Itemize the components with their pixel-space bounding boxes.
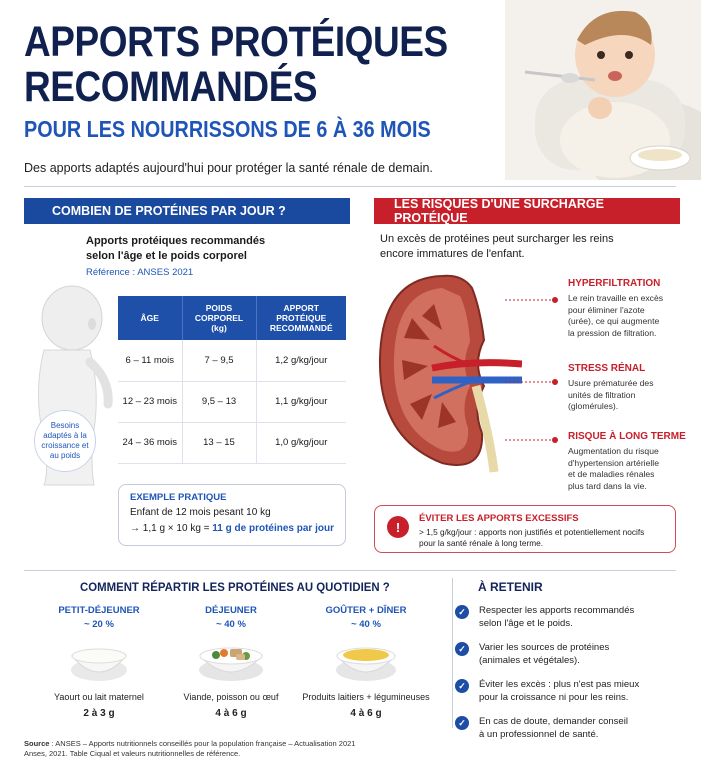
footer-source [24,739,355,759]
reference-label: Référence : ANSES 2021 [86,267,194,278]
example-card [118,484,346,546]
cell-weight: 7 – 9,5 [182,340,256,381]
table-row [118,422,346,463]
risk-text-line: unités de filtration [568,389,636,400]
risk-title: STRESS RÉNAL [568,363,646,374]
meals-title: COMMENT RÉPARTIR LES PROTÉINES AU QUOTIDIEN ? [80,580,390,594]
retain-item [455,642,695,667]
retain-text [479,679,639,704]
risks-intro-line-1: Un excès de protéines peut surcharger les reins [380,233,614,245]
alert-title: ÉVITER LES APPORTS EXCESSIFS [419,513,579,524]
section-divider [24,570,676,571]
risk-title: HYPERFILTRATION [568,278,661,289]
retain-line: à un professionnel de santé. [479,728,599,740]
risk-text-line: Usure prématurée des [568,378,654,388]
arrow-icon: → [130,523,140,534]
table-header-row [118,296,346,340]
source-line-2: Anses, 2021. Table Ciqual et valeurs nutritionnelles de référence. [24,749,241,758]
meal-amount: 2 à 3 g [83,708,115,719]
meal-percent: ~ 40 % [351,619,381,630]
baby-eating-illustration [505,0,701,180]
retain-title: À RETENIR [478,580,543,594]
table-intro [86,234,265,264]
cell-weight: 13 – 15 [182,422,256,463]
risk-text-line: plus tard dans la vie. [568,480,647,491]
cell-intake: 1,0 g/kg/jour [256,422,346,463]
retain-line: pour la croissance ni pour les reins. [479,691,629,703]
risk-text-line: d'hypertension artérielle [568,457,659,468]
alert-line-1: > 1,5 g/kg/jour : apports non justifiés et potentiellement nocifs [419,527,645,537]
risks-intro-line-2: encore immatures de l'enfant. [380,248,525,260]
protein-per-day-banner: COMBIEN DE PROTÉINES PAR JOUR ? [24,198,350,224]
page-title [24,20,517,110]
header-weight [182,296,256,340]
header-weight-l2: (kg) [211,323,227,333]
cell-age: 12 – 23 mois [118,381,182,422]
header-intake-l1: APPORT PROTÉIQUE [276,303,327,323]
risk-long-term [568,431,688,492]
retain-line: En cas de doute, demander conseil [479,716,628,727]
meal-food: Yaourt ou lait maternel [54,692,144,702]
source-line-1: : ANSES – Apports nutritionnels conseillés pour la population française – Actualisation 2021 [49,739,356,748]
cell-weight: 9,5 – 13 [182,381,256,422]
header-weight-l1: POIDS CORPOREL [194,303,244,323]
check-icon: ✓ [455,642,469,656]
example-calc: 1,1 g × 10 kg = [142,523,213,534]
risk-text-line: (glomérules). [568,401,619,411]
risk-text [568,293,688,339]
header-age: ÂGE [118,296,182,340]
title-line-2: RECOMMANDÉS [24,63,318,111]
retain-line: (animales et végétales). [479,654,580,666]
risk-title: RISQUE À LONG TERME [568,431,686,442]
kidney-illustration [372,268,522,473]
meal-snack-dinner [302,604,430,719]
meal-percent: ~ 20 % [84,619,114,630]
alert-line-2: pour la santé rénale à long terme. [419,538,544,548]
puree-bowl-image [333,640,399,682]
table-intro-line-1: Apports protéiques recommandés [86,235,266,247]
retain-line: selon l'âge et le poids. [479,617,573,629]
example-line-2 [130,523,334,534]
risk-text-line: la pression de filtration. [568,327,657,338]
protein-table [118,296,346,464]
meal-name: GOÛTER + DÎNER [325,605,407,616]
cell-age: 6 – 11 mois [118,340,182,381]
needs-bubble [34,410,96,472]
meal-lunch [172,604,290,719]
retain-line: Varier les sources de protéines [479,642,610,653]
risk-text [568,378,688,413]
retain-item [455,605,695,630]
retain-line: Respecter les apports recommandés [479,605,635,616]
yogurt-bowl-image [68,640,130,682]
cell-intake: 1,2 g/kg/jour [256,340,346,381]
bubble-line-1: Besoins [50,421,80,430]
retain-text [479,605,634,630]
meal-amount: 4 à 6 g [215,708,247,719]
header-divider [24,186,676,187]
risk-renal-stress [568,363,688,413]
retain-line: Éviter les excès : plus n'est pas mieux [479,679,640,690]
retain-item [455,716,695,741]
retain-text [479,642,609,667]
bubble-line-3: croissance et [41,441,89,450]
meal-percent: ~ 40 % [216,619,246,630]
retain-text [479,716,628,741]
risk-text [568,446,688,492]
meat-vegetables-bowl-image [196,640,266,682]
risk-hyperfiltration [568,278,688,339]
check-icon: ✓ [455,679,469,693]
cell-age: 24 – 36 mois [118,422,182,463]
meal-name: PETIT-DÉJEUNER [58,605,140,616]
meal-breakfast [40,604,158,719]
example-result: 11 g de protéines par jour [212,523,334,534]
source-label: Source [24,739,50,748]
alert-text [419,527,644,549]
risk-text-line: Le rein travaille en excès [568,293,664,303]
risk-text-line: et de maladies rénales [568,469,655,479]
risks-intro [380,232,614,262]
example-line-1: Enfant de 12 mois pesant 10 kg [130,507,271,518]
bubble-line-4: au poids [49,451,81,460]
bubble-line-2: adaptés à la [43,431,87,440]
table-intro-line-2: selon l'âge et le poids corporel [86,250,247,262]
alert-icon: ! [387,516,409,538]
example-title: EXEMPLE PRATIQUE [130,492,227,503]
retain-item [455,679,695,704]
risk-text-line: Augmentation du risque [568,446,659,456]
page-subtitle: POUR LES NOURRISSONS DE 6 À 36 MOIS [24,116,431,142]
title-line-1: APPORTS PROTÉIQUES [24,18,448,66]
risks-banner: LES RISQUES D'UNE SURCHARGE PROTÉIQUE [374,198,680,224]
table-row [118,381,346,422]
meal-name: DÉJEUNER [205,605,257,616]
retain-list [455,605,695,741]
header-intake-l2: RECOMMANDÉ [269,323,333,333]
risk-text-line: (urée), ce qui augmente [568,316,660,326]
meal-amount: 4 à 6 g [350,708,382,719]
excess-alert [374,505,676,553]
table-row [118,340,346,381]
check-icon: ✓ [455,605,469,619]
cell-intake: 1,1 g/kg/jour [256,381,346,422]
check-icon: ✓ [455,716,469,730]
risk-connectors [505,290,567,450]
tagline: Des apports adaptés aujourd'hui pour protéger la santé rénale de demain. [24,161,433,175]
meal-food: Produits laitiers + légumineuses [302,692,430,702]
header-intake [256,296,346,340]
meal-food: Viande, poisson ou œuf [183,692,279,702]
risk-text-line: pour éliminer l'azote [568,304,645,315]
column-divider [452,578,453,728]
